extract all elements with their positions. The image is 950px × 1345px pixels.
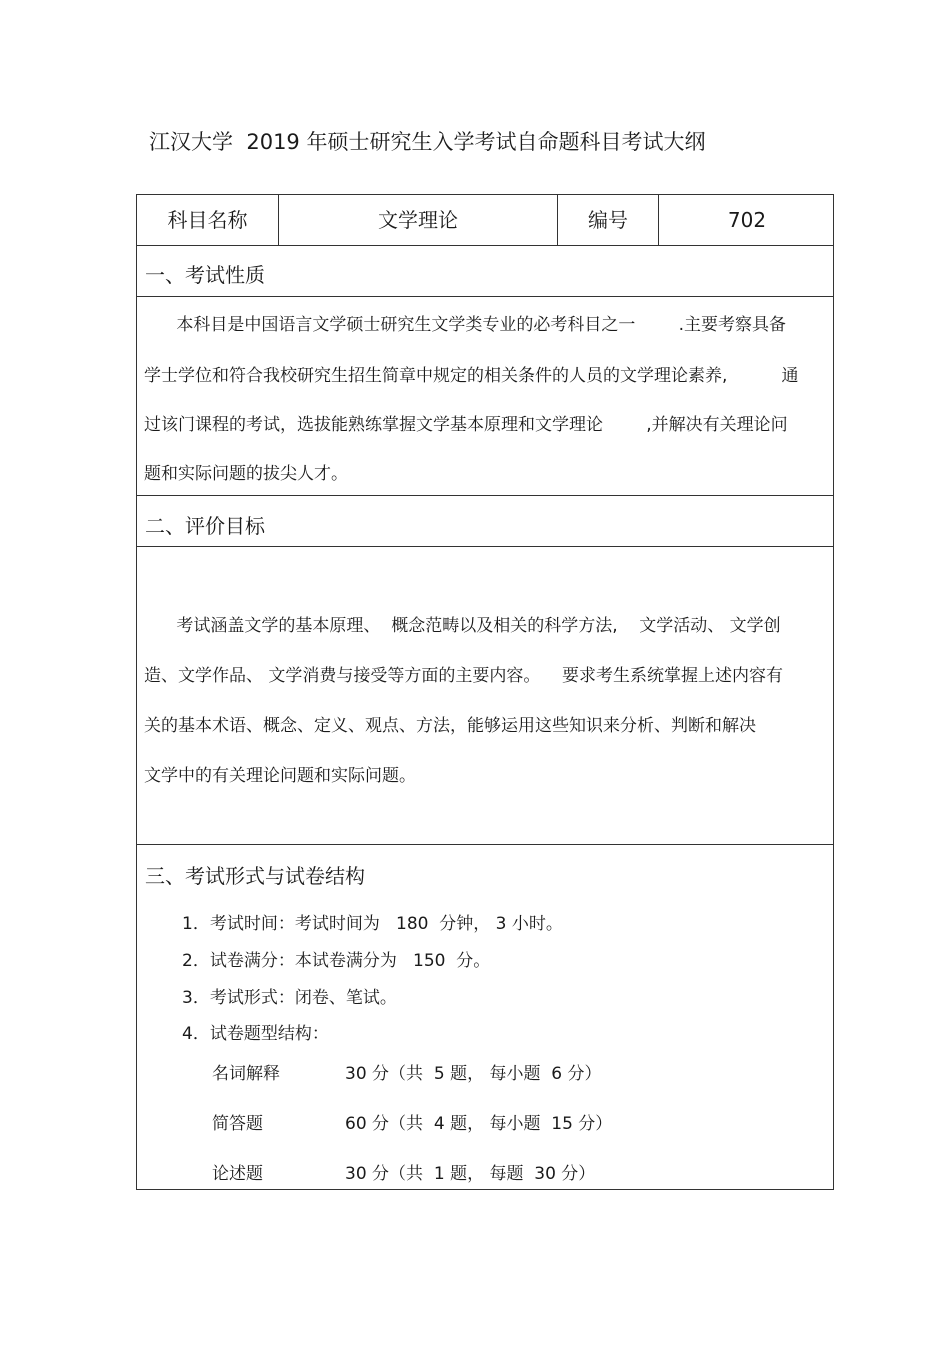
paragraph-line: 过该门课程的考试，选拔能熟练掌握文学基本原理和文学理论 ,并解决有关理论问 (144, 415, 788, 435)
question-type-score: 30 分（共 1 题， 每题 30 分） (345, 1164, 596, 1184)
exam-item: 1．考试时间：考试时间为 180 分钟， 3 小时。 (182, 914, 563, 934)
code-value: 702 (727, 208, 767, 232)
paragraph-line: 关的基本术语、概念、定义、观点、方法，能够运用这些知识来分析、判断和解决 (144, 716, 756, 736)
divider (137, 495, 833, 496)
exam-item: 2．试卷满分：本试卷满分为 150 分。 (182, 951, 491, 971)
question-type-score: 30 分（共 5 题， 每小题 6 分） (345, 1064, 602, 1084)
divider (137, 844, 833, 845)
header-row (137, 195, 833, 246)
paragraph-line: 造、文学作品、 文学消费与接受等方面的主要内容。 要求考生系统掌握上述内容有 (144, 666, 784, 686)
exam-item: 4．试卷题型结构： (182, 1024, 329, 1044)
divider (137, 546, 833, 547)
code-label: 编号 (588, 208, 628, 232)
question-type-score: 60 分（共 4 题， 每小题 15 分） (345, 1114, 613, 1134)
exam-item: 3．考试形式：闭卷、笔试。 (182, 988, 397, 1008)
document-title: 江汉大学 2019 年硕士研究生入学考试自命题科目考试大纲 (149, 130, 706, 154)
syllabus-table (136, 194, 834, 1190)
section-heading-exam-nature: 一、考试性质 (145, 263, 265, 287)
paragraph-line: 本科目是中国语言文学硕士研究生文学类专业的必考科目之一 .主要考察具备 (144, 315, 787, 335)
paragraph-line: 学士学位和符合我校研究生招生简章中规定的相关条件的人员的文学理论素养, 通 (144, 366, 799, 386)
section-heading-evaluation-goals: 二、评价目标 (145, 514, 265, 538)
paragraph-line: 题和实际问题的拔尖人才。 (144, 464, 348, 484)
paragraph-line: 文学中的有关理论问题和实际问题。 (144, 766, 416, 786)
subject-name-value: 文学理论 (378, 208, 458, 232)
section-heading-exam-format: 三、考试形式与试卷结构 (145, 864, 365, 888)
question-type-name: 名词解释 (212, 1064, 280, 1084)
paragraph-line: 考试涵盖文学的基本原理、 概念范畴以及相关的科学方法, 文学活动、 文学创 (144, 616, 781, 636)
divider (137, 296, 833, 297)
question-type-name: 论述题 (212, 1164, 263, 1184)
subject-name-label: 科目名称 (167, 208, 248, 232)
question-type-name: 简答题 (212, 1114, 263, 1134)
